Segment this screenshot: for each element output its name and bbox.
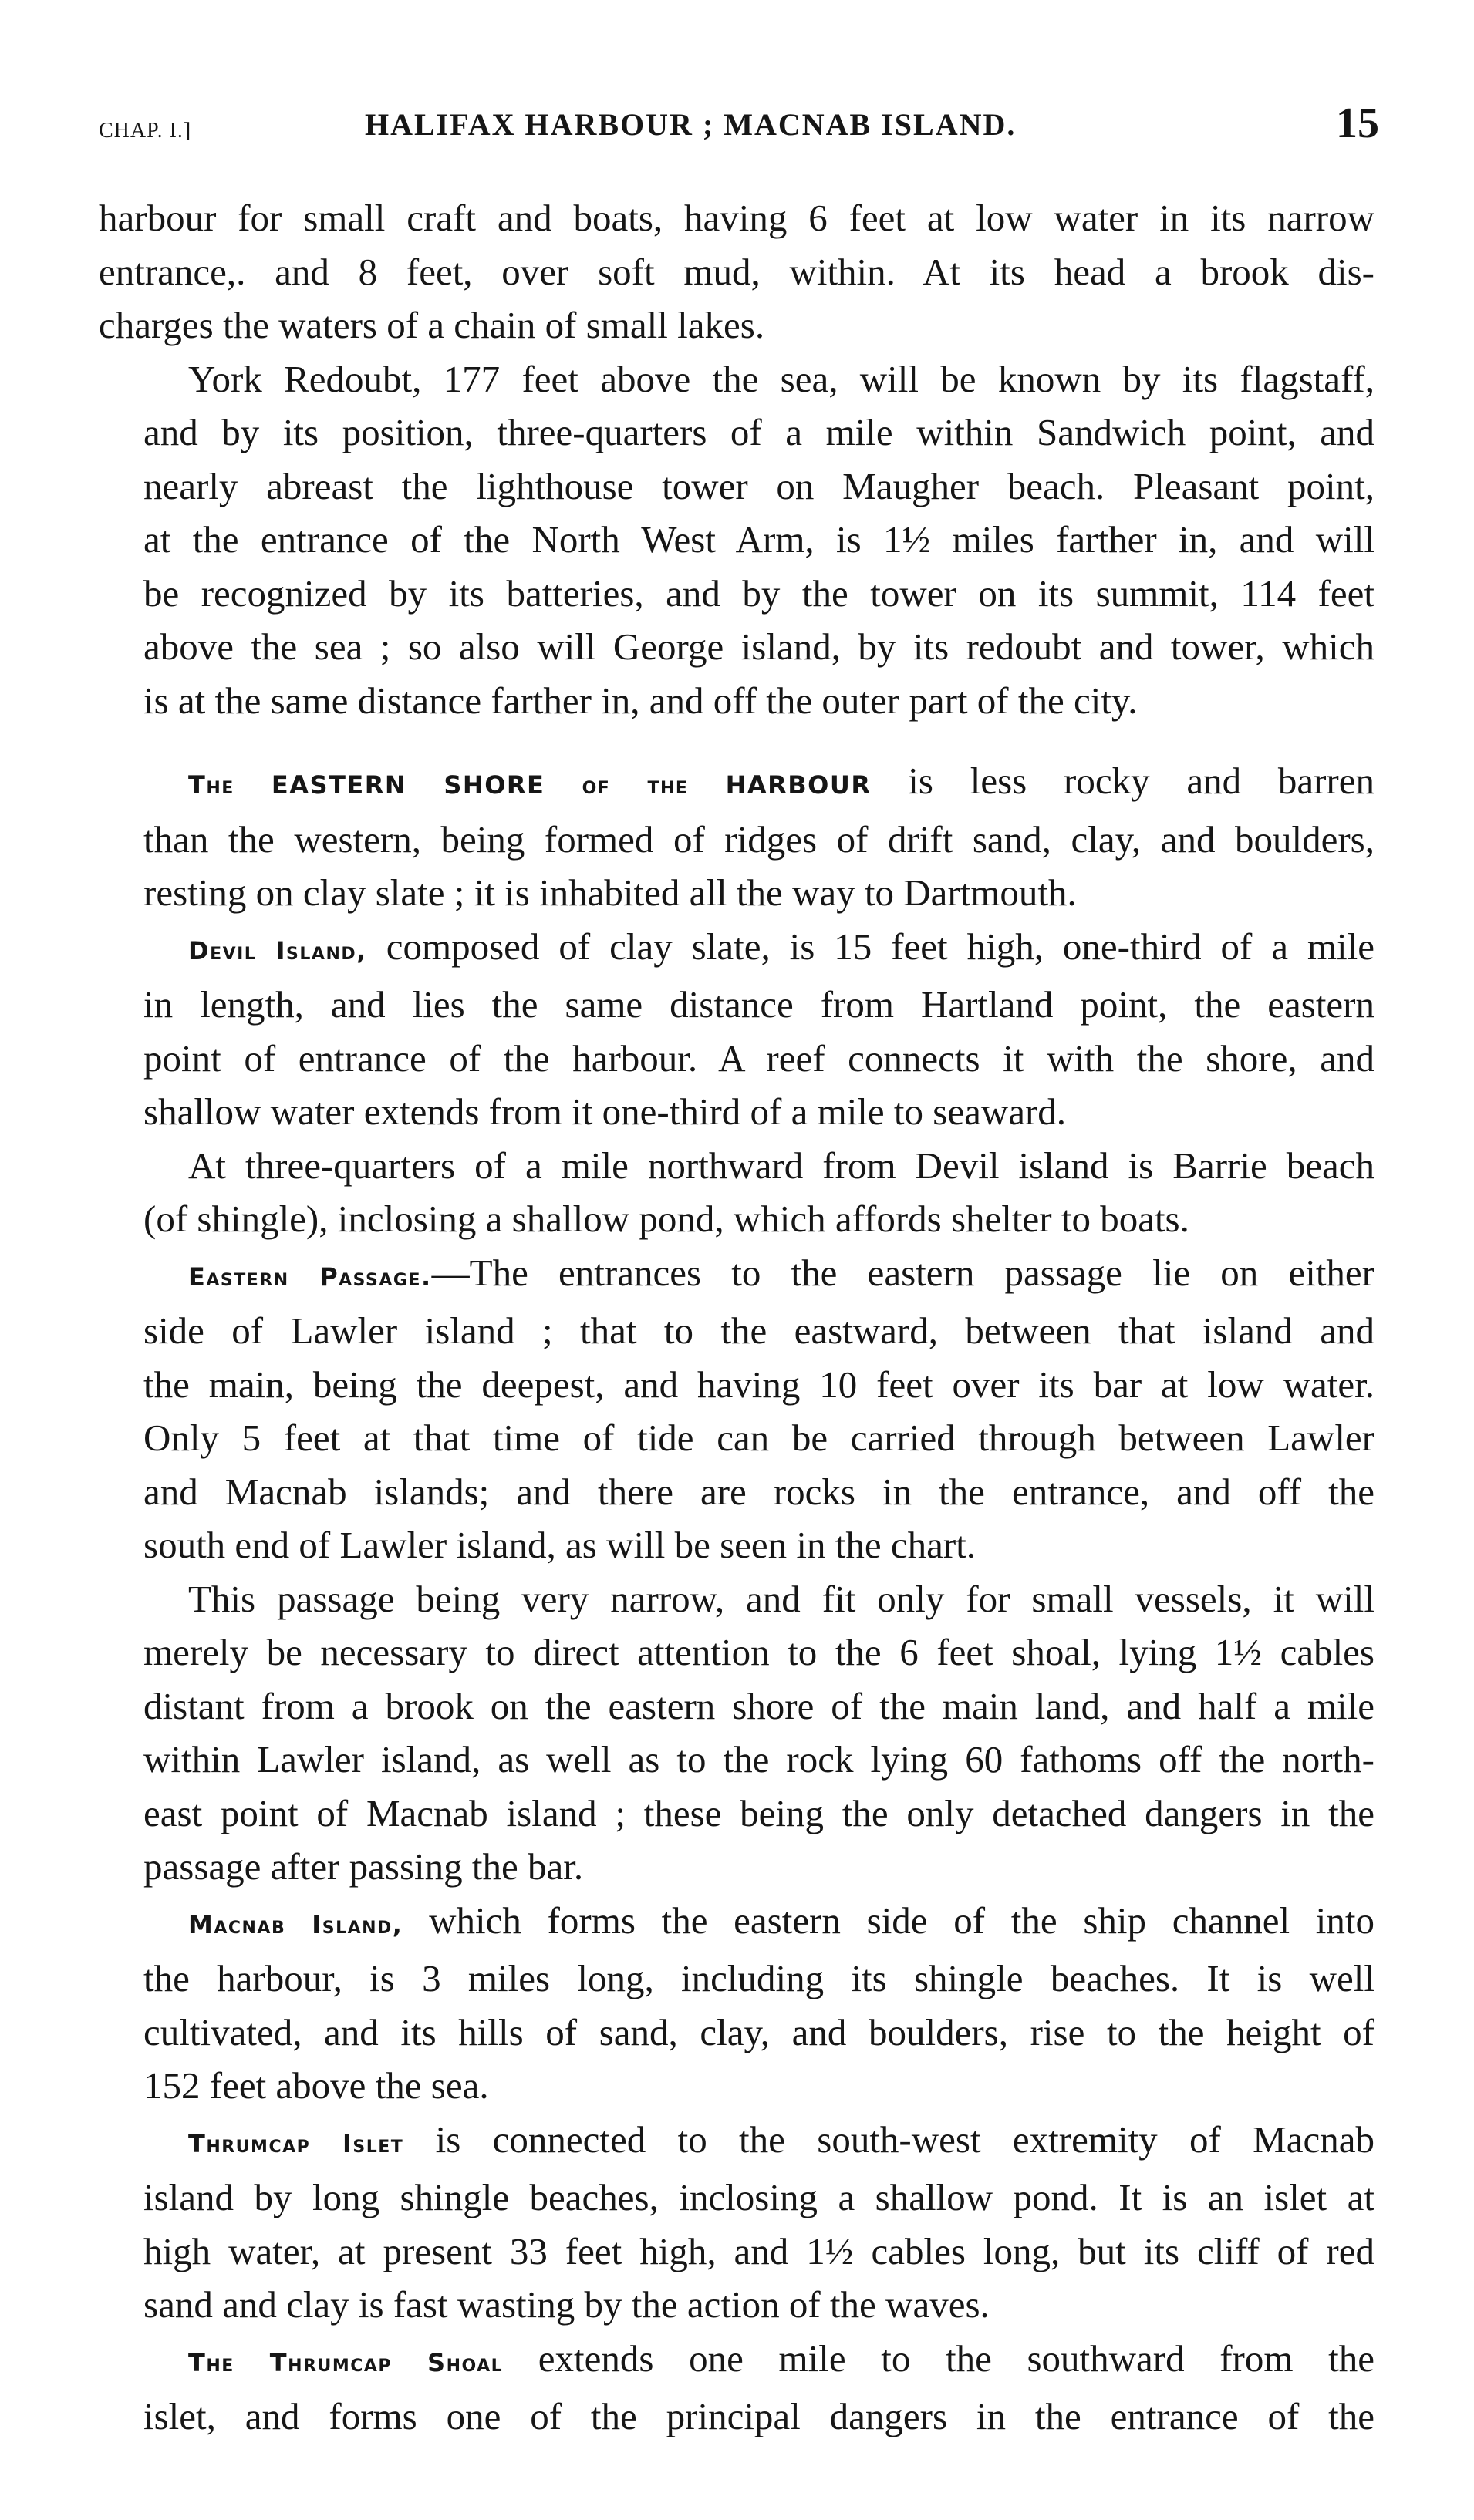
text-run: composed of clay slate, is 15 feet high, one-third of a mile <box>366 925 1374 968</box>
text-line: merely be necessary to direct attention to the 6 feet shoal, lying 1½ cables <box>143 1631 1374 1673</box>
paragraph-thrumcap-islet <box>99 2113 1374 2332</box>
text-line: distant from a brook on the eastern shore of the main land, and half a mile <box>143 1684 1374 1727</box>
text-line <box>99 2332 1374 2390</box>
text-line: nearly abreast the lighthouse tower on Maugher beach. Pleasant point, <box>143 464 1374 507</box>
text-line: Only 5 feet at that time of tide can be carried through between Lawler <box>143 1417 1374 1459</box>
section-heading: Devil Island, <box>188 935 367 965</box>
text-line: charges the waters of a chain of small lakes. <box>99 304 765 346</box>
text-line: entrance,. and 8 feet, over soft mud, within. At its head a brook dis- <box>99 250 1374 293</box>
text-line: shallow water extends from it one-third of a mile to seaward. <box>143 1090 1067 1133</box>
text-line: This passage being very narrow, and fit only for small vessels, it will <box>188 1577 1374 1620</box>
text-line: sand and clay is fast wasting by the action of the waves. <box>143 2283 990 2326</box>
paragraph-macnab-island <box>99 1894 1374 2113</box>
text-line: At three-quarters of a mile northward from Devil island is Barrie beach <box>188 1144 1374 1187</box>
paragraph-eastern-shore <box>99 754 1374 920</box>
page-number: 15 <box>1336 99 1379 147</box>
paragraph-york-redoubt <box>99 352 1374 728</box>
section-heading: Thrumcap Islet <box>188 2128 404 2158</box>
text-line: island by long shingle beaches, inclosing a shallow pond. It is an islet at <box>143 2176 1374 2218</box>
body-text-top <box>99 191 1374 727</box>
section-heading: Macnab Island, <box>188 1909 403 1939</box>
text-line: resting on clay slate ; it is inhabited all the way to Dartmouth. <box>143 871 1077 914</box>
running-header <box>99 99 1379 153</box>
text-line: and Macnab islands; and there are rocks in the entrance, and off the <box>143 1470 1374 1513</box>
text-run: which forms the eastern side of the ship channel into <box>403 1898 1374 1942</box>
text-line <box>99 1246 1374 1305</box>
text-line: than the western, being formed of ridges of drift sand, clay, and boulders, <box>143 817 1374 861</box>
text-line: at the entrance of the North West Arm, is 1½ miles farther in, and will <box>143 518 1374 561</box>
text-line <box>99 754 1374 813</box>
text-line: the harbour, is 3 miles long, including its shingle beaches. It is well <box>143 1957 1374 1999</box>
text-line: cultivated, and its hills of sand, clay, and boulders, rise to the height of <box>143 2010 1374 2053</box>
text-line: the main, being the deepest, and having 10 feet over its bar at low water. <box>143 1363 1374 1406</box>
text-run: is less rocky and barren <box>871 760 1374 802</box>
text-line <box>99 920 1374 979</box>
text-run: —The entrances to the eastern passage lie on either <box>431 1251 1374 1294</box>
running-title: HALIFAX HARBOUR ; MACNAB ISLAND. <box>365 107 1017 142</box>
text-line: passage after passing the bar. <box>143 1845 584 1888</box>
text-line: in length, and lies the same distance from Hartland point, the eastern <box>143 983 1374 1026</box>
paragraph-passage-narrow <box>99 1572 1374 1894</box>
paragraph-thrumcap-shoal <box>99 2332 1374 2444</box>
text-line: York Redoubt, 177 feet above the sea, will be known by its flagstaff, <box>188 357 1374 400</box>
text-line: be recognized by its batteries, and by the tower on its summit, 114 feet <box>143 571 1374 615</box>
section-heading: Eastern Passage. <box>188 1262 432 1292</box>
text-line: is at the same distance farther in, and off the outer part of the city. <box>143 679 1138 722</box>
chapter-label: CHAP. I.] <box>99 119 192 143</box>
text-line: east point of Macnab island ; these being the only detached dangers in the <box>143 1791 1374 1834</box>
text-line: (of shingle), inclosing a shallow pond, which affords shelter to boats. <box>143 1198 1189 1240</box>
text-run: is connected to the south-west extremity of Macnab <box>403 2117 1374 2161</box>
text-line: islet, and forms one of the principal dangers in the entrance of the <box>143 2395 1374 2437</box>
text-line: high water, at present 33 feet high, and 1½ cables long, but its cliff of red <box>143 2229 1374 2272</box>
text-line: above the sea ; so also will George island, by its redoubt and tower, which <box>143 625 1374 668</box>
section-heading: The EASTERN SHORE of the HARBOUR <box>188 770 872 800</box>
section-heading: The Thrumcap Shoal <box>188 2347 504 2377</box>
text-line: side of Lawler island ; that to the eastward, between that island and <box>143 1309 1374 1352</box>
text-run: extends one mile to the southward from the <box>503 2336 1374 2380</box>
paragraph-eastern-passage <box>99 1246 1374 1572</box>
paragraph-barrie-beach <box>99 1139 1374 1246</box>
text-line: south end of Lawler island, as will be seen in the chart. <box>143 1524 976 1566</box>
paragraph-harbour-continued <box>99 191 1374 352</box>
text-line <box>99 2113 1374 2171</box>
paragraph-devil-island <box>99 920 1374 1139</box>
text-line: and by its position, three-quarters of a mile within Sandwich point, and <box>143 411 1374 453</box>
text-line: within Lawler island, as well as to the rock lying 60 fathoms off the north- <box>143 1738 1374 1781</box>
text-line: point of entrance of the harbour. A reef connects it with the shore, and <box>143 1036 1374 1080</box>
text-line: 152 feet above the sea. <box>143 2064 489 2107</box>
body-text-eastern-shore <box>99 754 1374 2444</box>
text-line <box>99 1894 1374 1952</box>
text-line: harbour for small craft and boats, having 6 feet at low water in its narrow <box>99 197 1374 239</box>
